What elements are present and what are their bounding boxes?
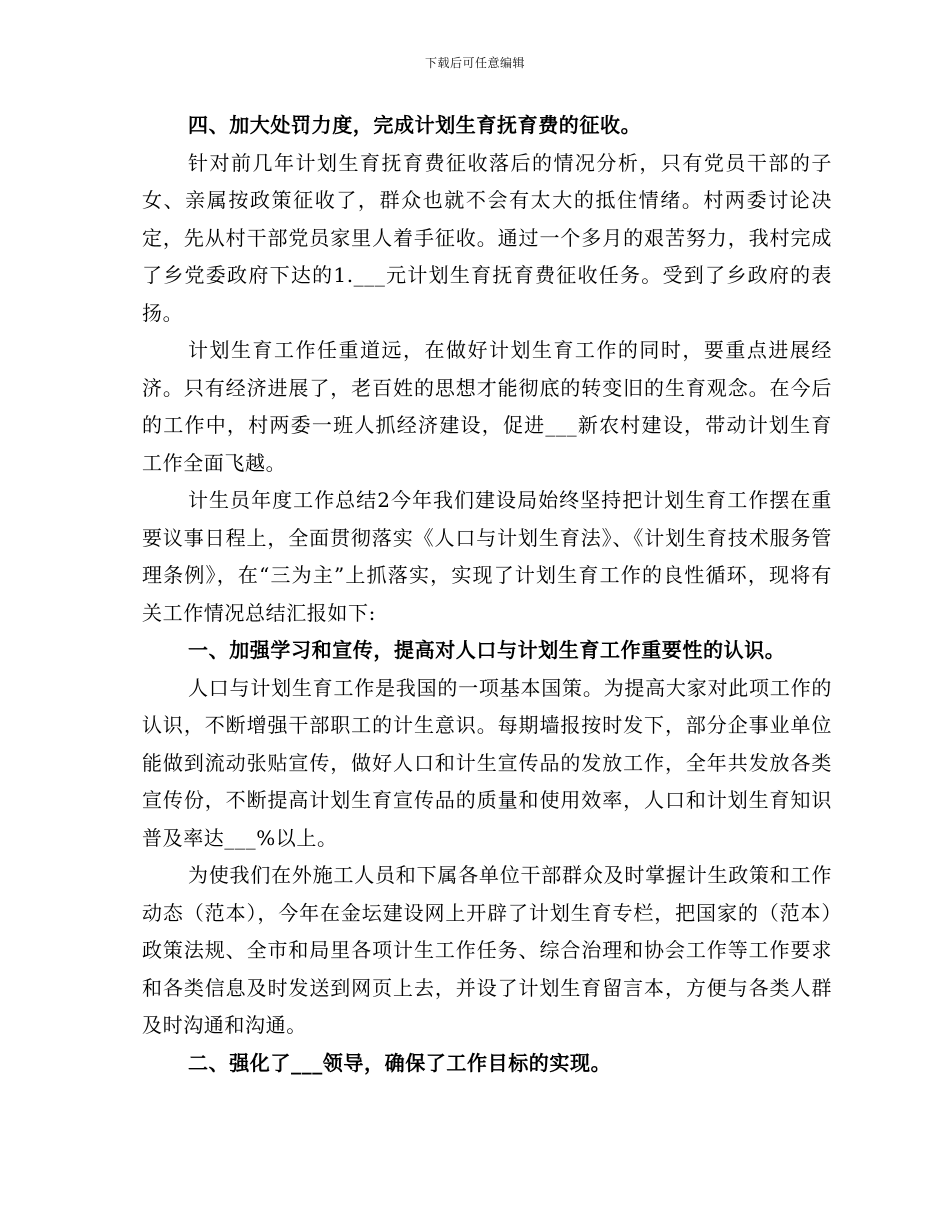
document-body <box>142 107 832 1082</box>
paragraph: 为使我们在外施工人员和下属各单位干部群众及时掌握计生政策和工作动态（范本），今年在金坛建设网上开辟了计划生育专栏，把国家的（范本）政策法规、全市和局里各项计生工作任务、综合治理和协会工作等工作要求和各类信息及时发送到网页上去，并设了计划生育留言本，方便与各类人群及时沟通和沟通。 <box>142 863 832 1037</box>
paragraph: 人口与计划生育工作是我国的一项基本国策。为提高大家对此项工作的认识，不断增强干部职工的计生意识。每期墙报按时发下，部分企事业单位能做到流动张贴宣传，做好人口和计生宣传品的发放工作，全年共发放各类宣传份，不断提高计划生育宣传品的质量和使用效率，人口和计划生育知识普及率达___%以上。 <box>142 675 832 850</box>
paragraph: 计划生育工作任重道远，在做好计划生育工作的同时，要重点进展经济。只有经济进展了，老百姓的思想才能彻底的转变旧的生育观念。在今后的工作中，村两委一班人抓经济建设，促进___新农村建设，带动计划生育工作全面飞越。 <box>142 338 832 475</box>
paragraph: 针对前几年计划生育抚育费征收落后的情况分析，只有党员干部的子女、亲属按政策征收了，群众也就不会有太大的抵住情绪。村两委讨论决定，先从村干部党员家里人着手征收。通过一个多月的艰苦努力，我村完成了乡党委政府下达的1.___元计划生育抚育费征收任务。受到了乡政府的表扬。 <box>142 150 832 325</box>
page-header-note: 下载后可任意编辑 <box>424 56 525 70</box>
section-heading: 二、强化了___领导，确保了工作目标的实现。 <box>188 1050 612 1075</box>
paragraph: 计生员年度工作总结2今年我们建设局始终坚持把计划生育工作摆在重要议事日程上，全面贯彻落实《人口与计划生育法》、《计划生育技术服务管理条例》，在“三为主”上抓落实，实现了计划生育工作的良性循环，现将有关工作情况总结汇报如下: <box>142 488 832 625</box>
section-heading: 四、加大处罚力度，完成计划生育抚育费的征收。 <box>188 113 642 137</box>
section-heading: 一、加强学习和宣传，提高对人口与计划生育工作重要性的认识。 <box>188 638 786 662</box>
